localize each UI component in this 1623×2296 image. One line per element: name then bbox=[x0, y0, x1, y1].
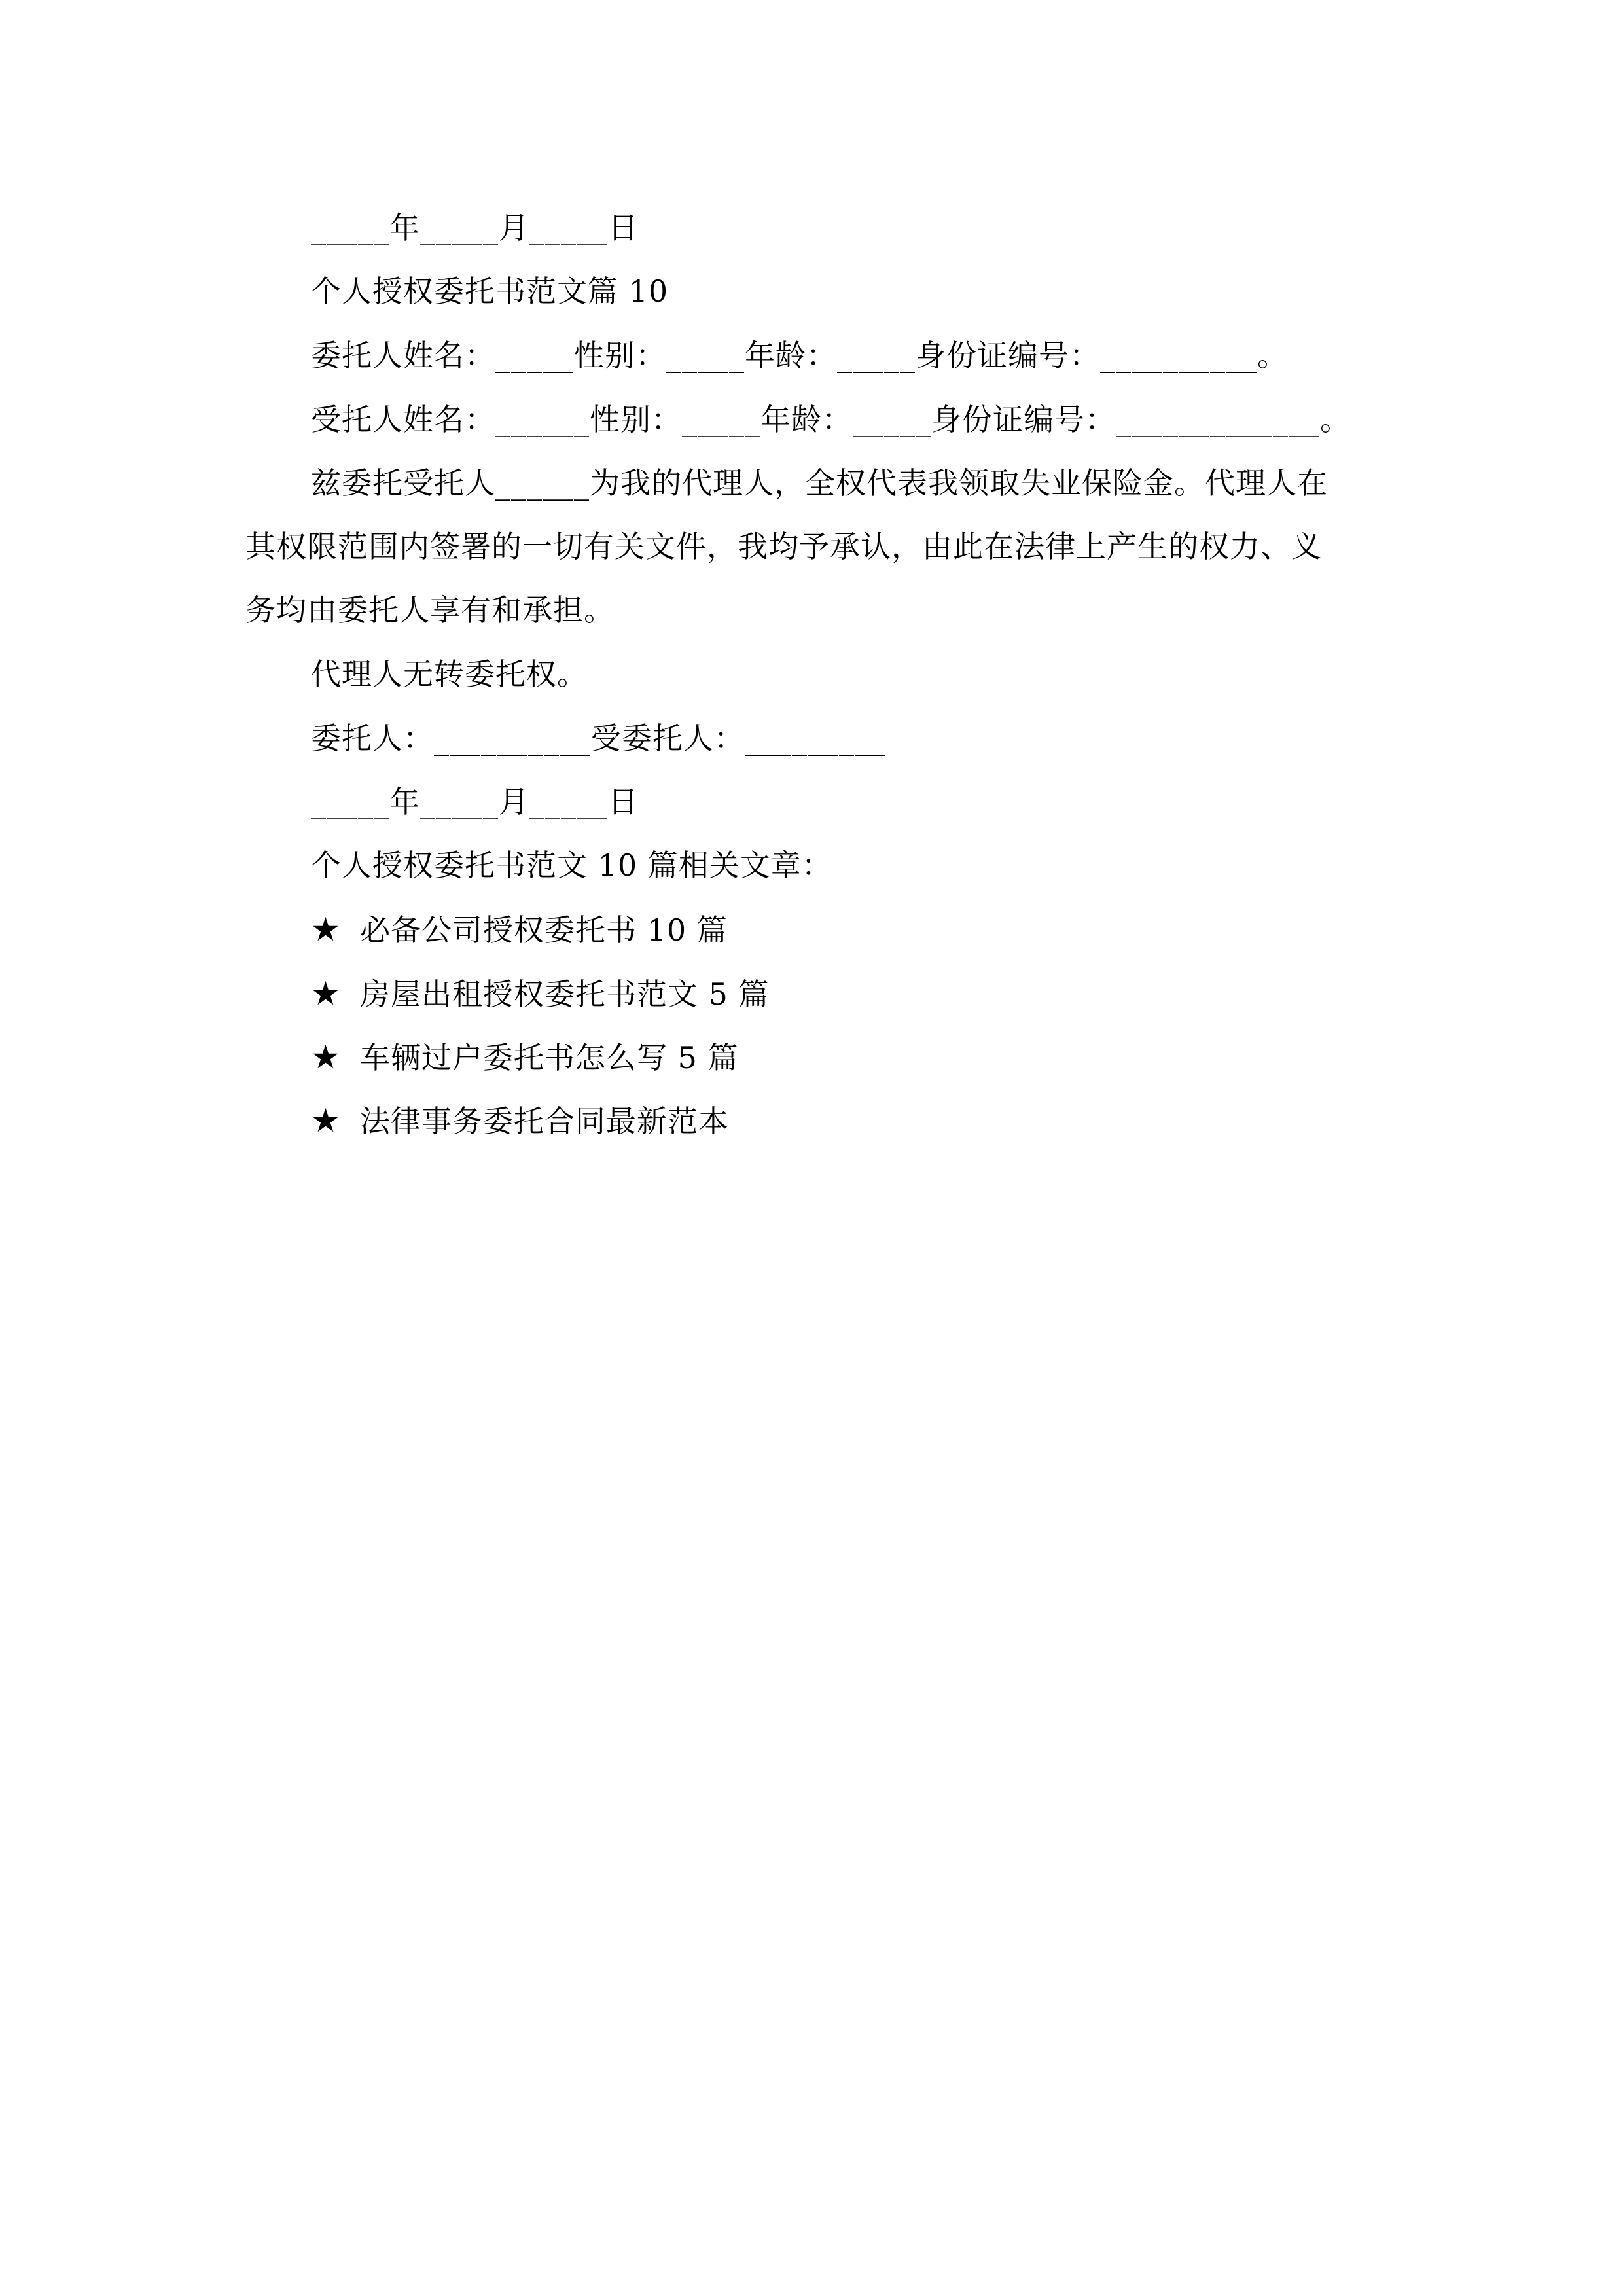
related-link-label[interactable]: 车辆过户委托书怎么写 5 篇 bbox=[360, 1040, 739, 1075]
body-paragraph-line-1: 兹委托受托人______为我的代理人，全权代表我领取失业保险金。代理人在 bbox=[311, 465, 1328, 501]
related-link-4[interactable] bbox=[311, 1101, 729, 1141]
section-title: 个人授权委托书范文篇 10 bbox=[311, 274, 669, 309]
star-icon: ★ bbox=[311, 975, 341, 1013]
related-link-3[interactable] bbox=[311, 1037, 739, 1077]
date-line-bottom: _____年_____月_____日 bbox=[311, 784, 639, 819]
body-paragraph-line-2: 其权限范围内签署的一切有关文件，我均予承认，由此在法律上产生的权力、义 bbox=[245, 529, 1322, 564]
principal-info-line: 委托人姓名：_____性别：_____年龄：_____身份证编号：__________。 bbox=[311, 338, 1288, 373]
agent-info-line: 受托人姓名：______性别：_____年龄：_____身份证编号：_____________。 bbox=[311, 402, 1351, 437]
related-link-label[interactable]: 法律事务委托合同最新范本 bbox=[360, 1103, 729, 1139]
related-articles-heading: 个人授权委托书范文 10 篇相关文章： bbox=[311, 848, 832, 883]
date-line-top: _____年_____月_____日 bbox=[311, 210, 639, 245]
star-icon: ★ bbox=[311, 1038, 341, 1076]
body-paragraph-line-3: 务均由委托人享有和承担。 bbox=[245, 592, 615, 628]
star-icon: ★ bbox=[311, 910, 341, 948]
related-link-1[interactable] bbox=[311, 910, 728, 950]
related-link-2[interactable] bbox=[311, 974, 770, 1014]
related-link-label[interactable]: 必备公司授权委托书 10 篇 bbox=[360, 912, 728, 948]
signature-line: 委托人：__________受委托人：_________ bbox=[311, 721, 886, 756]
star-icon: ★ bbox=[311, 1102, 341, 1139]
no-transfer-statement: 代理人无转委托权。 bbox=[311, 656, 588, 692]
related-link-label[interactable]: 房屋出租授权委托书范文 5 篇 bbox=[360, 977, 770, 1012]
